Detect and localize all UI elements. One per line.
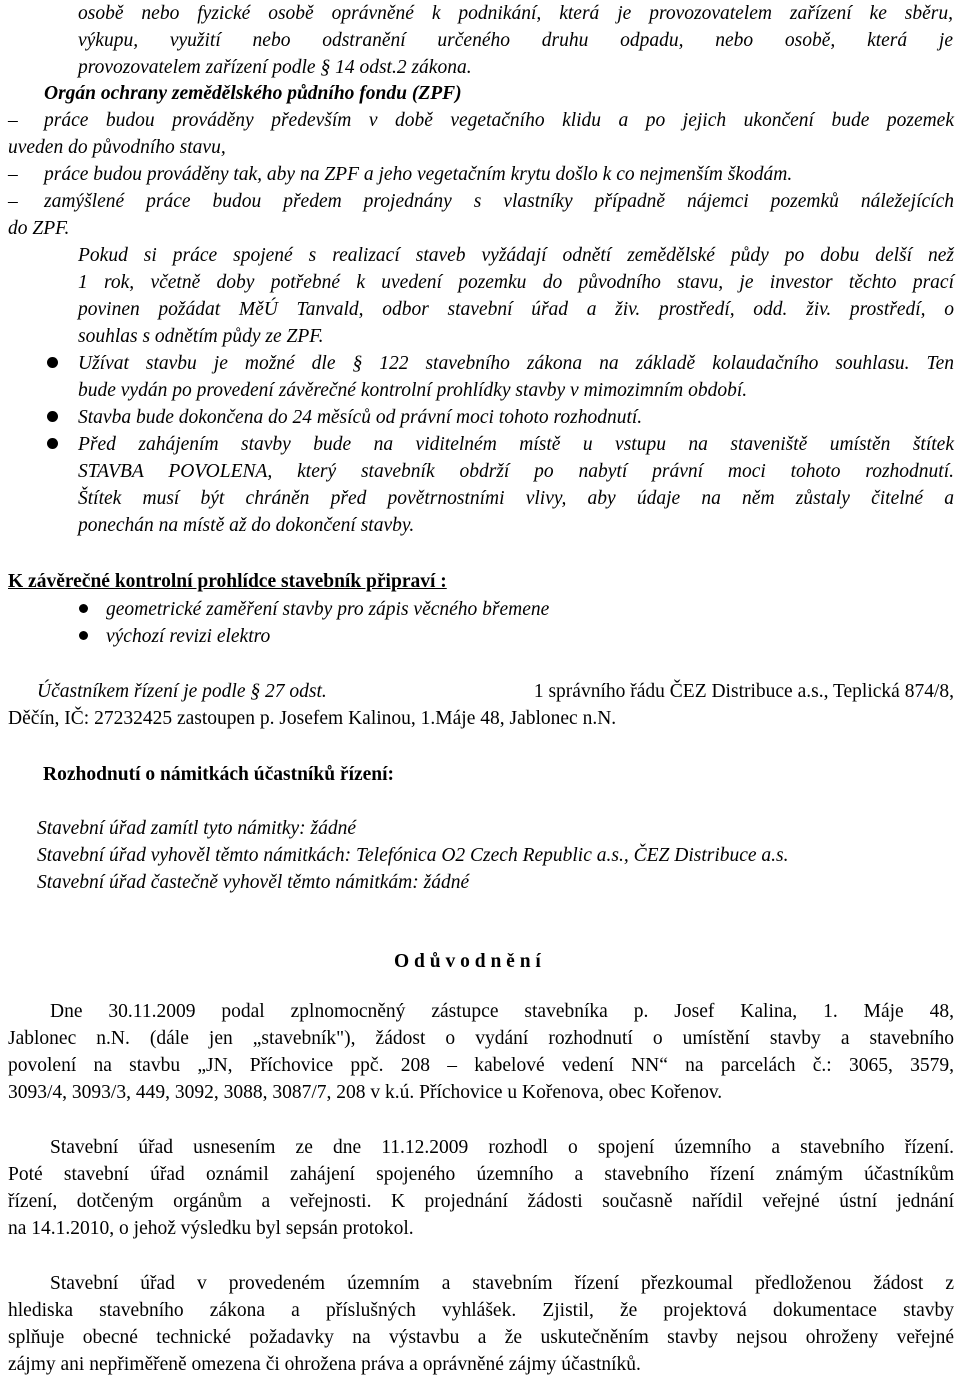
text-line: uveden do původního stavu, <box>8 137 226 158</box>
list-item: výchozí revizi elektro <box>106 626 271 647</box>
text-line: Pokud si práce spojené s realizací staveb vyžádají odnětí zemědělské půdy po dobu delší než <box>78 245 954 266</box>
bullet-icon <box>47 411 58 422</box>
text-line: Stavební úřad vyhověl těmto námitkách: Telefónica O2 Czech Republic a.s., ČEZ Distribuce a.s. <box>37 845 789 866</box>
oduvodneni-heading: O d ů v o d n ě n í <box>394 951 541 972</box>
text-line: Jablonec n.N. (dále jen „stavebník"), žádost o vydání rozhodnutí o umístění stavby a stavebního <box>8 1028 954 1049</box>
ucastnik-rest: 1 správního řádu ČEZ Distribuce a.s., Teplická 874/8, <box>533 681 954 702</box>
text-line: práce budou prováděny tak, aby na ZPF a jeho vegetačním krytu došlo k co nejmenším škodám. <box>44 164 793 185</box>
text-line: ponechán na místě až do dokončení stavby. <box>78 515 415 536</box>
text-line: bude vydán po provedení závěrečné kontrolní prohlídky stavby v mimozimním období. <box>78 380 748 401</box>
text-line: výkupu, využití nebo odstranění určeného druhu odpadu, nebo osobě, která je <box>78 30 953 51</box>
text-line: Dne 30.11.2009 podal zplnomocněný zástupce stavebníka p. Josef Kalina, 1. Máje 48, <box>50 1001 954 1022</box>
text-line: souhlas s odnětím půdy ze ZPF. <box>78 326 324 347</box>
text-line: zájmy ani nepřiměřeně omezena či ohrožena práva a oprávněné zájmy účastníků. <box>8 1354 641 1375</box>
ucastnik-line <box>37 678 954 705</box>
bullet-icon <box>79 604 88 613</box>
text-line: 1 rok, včetně doby potřebné k uvedení pozemku do původního stavu, je investor těchto prací <box>78 272 954 293</box>
text-line: zamýšlené práce budou předem projednány s vlastníky případně nájemci pozemků náležejících <box>44 191 954 212</box>
text-line: povinen požádat MěÚ Tanvald, odbor stavební úřad a živ. prostředí, odd. živ. prostředí, o <box>78 299 954 320</box>
text-line: Stavba bude dokončena do 24 měsíců od právní moci tohoto rozhodnutí. <box>78 407 643 428</box>
text-line: povolení na stavbu „JN, Příchovice ppč. 208 – kabelové vedení NN“ na parcelách č.: 3065, 3579, <box>8 1055 954 1076</box>
dash-marker: – <box>8 191 18 212</box>
bullet-icon <box>79 631 88 640</box>
text-line: osobě nebo fyzické osobě oprávněné k podnikání, která je provozovatelem zařízení ke sběru, <box>78 3 953 24</box>
text-line: Užívat stavbu je možné dle § 122 stavebního zákona na základě kolaudačního souhlasu. Ten <box>78 353 954 374</box>
text-line: 3093/4, 3093/3, 449, 3092, 3088, 3087/7, 208 v k.ú. Příchovice u Kořenova, obec Kořenov. <box>8 1082 723 1103</box>
text-line: Děčín, IČ: 27232425 zastoupen p. Josefem Kalinou, 1.Máje 48, Jablonec n.N. <box>8 708 617 729</box>
bullet-icon <box>47 438 58 449</box>
text-line: Stavební úřad častečně vyhověl těmto námitkám: žádné <box>37 872 470 893</box>
dash-marker: – <box>8 110 18 131</box>
text-line: STAVBA POVOLENA, který stavebník obdrží po nabytí právní moci tohoto rozhodnutí. <box>78 461 954 482</box>
text-line: Před zahájením stavby bude na viditelném místě u vstupu na staveniště umístěn štítek <box>78 434 954 455</box>
text-line: splňuje obecné technické požadavky na výstavbu a že uskutečněním stavby nejsou ohroženy veřejné <box>8 1327 954 1348</box>
text-line: Stavební úřad v provedeném územním a stavebním řízení přezkoumal předloženou žádost z <box>50 1273 954 1294</box>
zpf-heading: Orgán ochrany zemědělského půdního fondu (ZPF) <box>44 83 462 104</box>
text-line: provozovatelem zařízení podle § 14 odst.2 zákona. <box>78 57 472 78</box>
text-line: práce budou prováděny především v době vegetačního klidu a po jejich ukončení bude pozemek <box>44 110 954 131</box>
list-item: geometrické zaměření stavby pro zápis věcného břemene <box>106 599 550 620</box>
text-line: Stavební úřad usnesením ze dne 11.12.2009 rozhodl o spojení územního a stavebního řízení. <box>50 1137 954 1158</box>
text-line: na 14.1.2010, o jehož výsledku byl sepsán protokol. <box>8 1218 414 1239</box>
text-line: Stavební úřad zamítl tyto námitky: žádné <box>37 818 356 839</box>
text-line: do ZPF. <box>8 218 70 239</box>
text-line: Poté stavební úřad oznámil zahájení spojeného územního a stavebního řízení známým účastníkům <box>8 1164 954 1185</box>
bullet-icon <box>47 357 58 368</box>
ucastnik-intro: Účastníkem řízení je podle § 27 odst. <box>37 681 327 702</box>
text-line: Štítek musí být chráněn před povětrnostními vlivy, aby údaje na něm zůstaly čitelné a <box>78 488 954 509</box>
text-line: řízení, dotčeným orgánům a veřejnosti. K projednání žádosti současně nařídil veřejné ústní jednání <box>8 1191 954 1212</box>
kontrola-heading: K závěrečné kontrolní prohlídce stavebník připraví : <box>8 571 447 592</box>
dash-marker: – <box>8 164 18 185</box>
namitky-heading: Rozhodnutí o námitkách účastníků řízení: <box>43 764 395 785</box>
text-line: hlediska stavebního zákona a příslušných vyhlášek. Zjistil, že projektová dokumentace stavby <box>8 1300 954 1321</box>
